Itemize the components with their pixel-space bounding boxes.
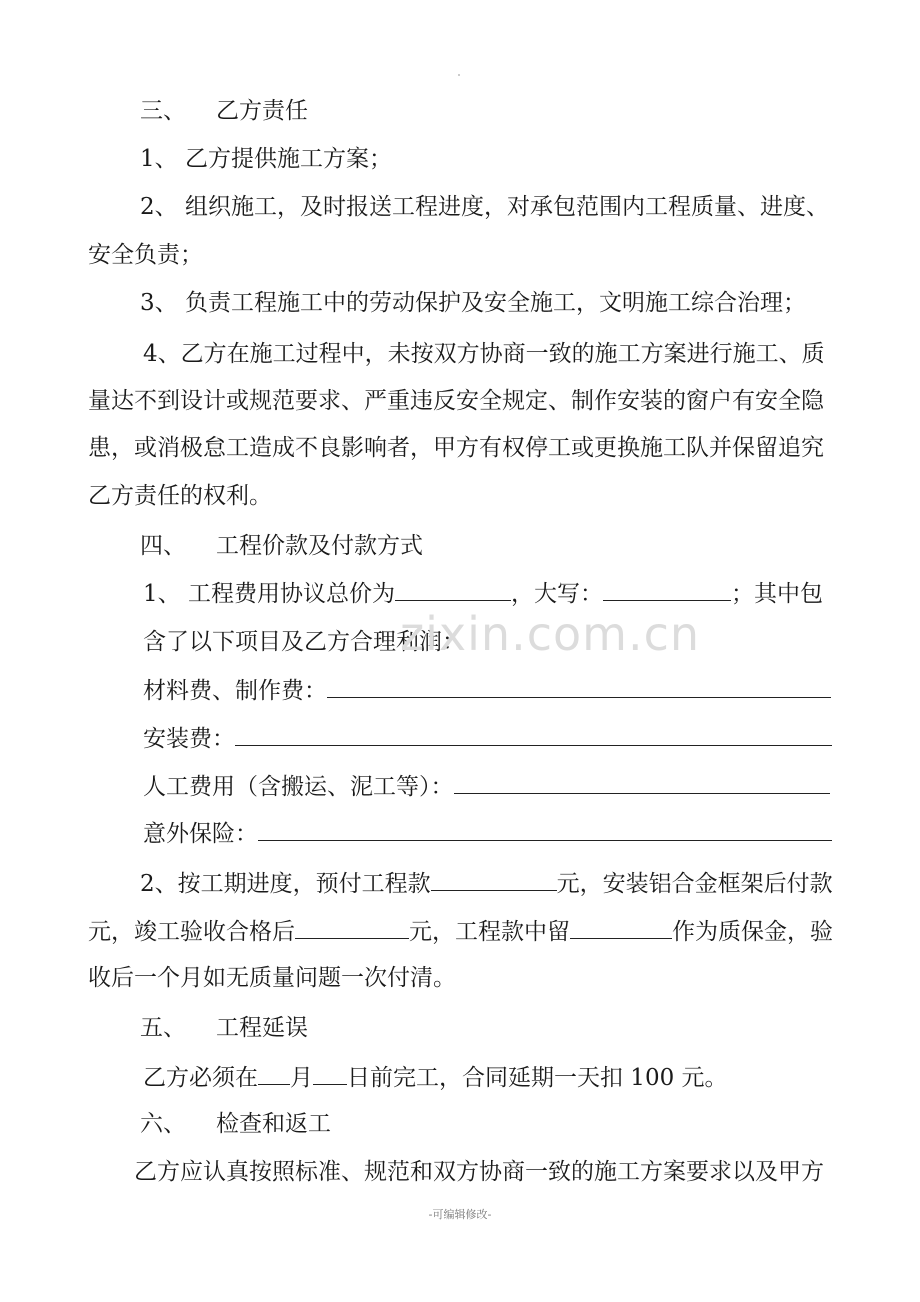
page-footer: -可编辑修改- (428, 1208, 492, 1221)
s3-item-4-line-4: 乙方责任的权利。 (88, 483, 272, 509)
page-dot (458, 74, 460, 76)
s3-item-2-line-2: 安全负责； (88, 242, 203, 268)
s4-para-1-line-2: 含了以下项目及乙方合理利润： (143, 629, 465, 655)
labor-fee-row (143, 771, 830, 802)
insurance-blank[interactable] (258, 818, 832, 841)
section-4-number: 四、 (140, 533, 186, 559)
section-5-title: 工程延误 (216, 1015, 308, 1041)
s4-para-1-line-1 (143, 578, 823, 609)
total-price-blank[interactable] (395, 578, 511, 601)
section-3-number: 三、 (140, 98, 186, 124)
s3-item-4-line-2: 量达不到设计或规范要求、严重违反安全规定、制作安装的窗户有安全隐 (88, 388, 824, 414)
labor-fee-label: 人工费用（含搬运、泥工等）： (143, 774, 454, 800)
s3-item-3: 3、 负责工程施工中的劳动保护及安全施工，文明施工综合治理； (140, 290, 806, 316)
s4-para-2-line-1 (140, 868, 833, 899)
s4-para-2-line-2 (88, 916, 833, 947)
s3-item-1: 1、 乙方提供施工方案； (140, 146, 392, 172)
completion-payment-blank[interactable] (295, 916, 409, 939)
deadline-row (143, 1062, 728, 1093)
s6-line-1: 乙方应认真按照标准、规范和双方协商一致的施工方案要求以及甲方 (134, 1159, 824, 1185)
prepay-label: 2、按工期进度，预付工程款 (140, 871, 431, 897)
section-5-number: 五、 (140, 1015, 186, 1041)
frame-payment-label: 元，安装铝合金框架后付款 (556, 871, 833, 897)
material-fee-blank[interactable] (327, 675, 831, 698)
capital-amount-blank[interactable] (603, 578, 731, 601)
section-5-heading (140, 1013, 308, 1043)
deadline-suffix: 日前完工，合同延期一天扣 100 元。 (347, 1065, 728, 1091)
day-blank[interactable] (313, 1062, 347, 1085)
month-label: 月 (290, 1065, 313, 1091)
material-fee-label: 材料费、制作费： (143, 678, 327, 704)
section-3-title: 乙方责任 (216, 98, 308, 124)
section-6-heading (140, 1109, 331, 1139)
insurance-row (143, 818, 832, 849)
deadline-prefix: 乙方必须在 (143, 1065, 258, 1091)
month-blank[interactable] (258, 1062, 290, 1085)
retention-blank[interactable] (570, 916, 672, 939)
warranty-label: 作为质保金，验 (672, 919, 833, 945)
s3-item-4-line-3: 患，或消极怠工造成不良影响者，甲方有权停工或更换施工队并保留追究 (88, 435, 824, 461)
watermark: zixin.com.cn (400, 607, 701, 661)
section-6-title: 检查和返工 (216, 1111, 331, 1137)
section-4-title: 工程价款及付款方式 (216, 533, 423, 559)
s3-item-2-line-1: 2、 组织施工，及时报送工程进度，对承包范围内工程质量、进度、 (140, 194, 829, 220)
install-fee-label: 安装费： (143, 726, 235, 752)
s3-item-4-line-1: 4、乙方在施工过程中，未按双方协商一致的施工方案进行施工、质 (143, 341, 825, 367)
insurance-label: 意外保险： (143, 821, 258, 847)
s4-para-2-line-3: 收后一个月如无质量问题一次付清。 (88, 965, 456, 991)
install-fee-blank[interactable] (235, 723, 832, 746)
labor-fee-blank[interactable] (454, 771, 830, 794)
section-6-number: 六、 (140, 1111, 186, 1137)
completion-payment-label: 元，竣工验收合格后 (88, 919, 295, 945)
retention-label: 元，工程款中留 (409, 919, 570, 945)
capital-amount-label: ，大写： (510, 581, 603, 607)
install-fee-row (143, 723, 832, 754)
section-4-heading (140, 531, 423, 561)
material-fee-row (143, 675, 831, 706)
section-3-heading (140, 96, 308, 126)
prepay-blank[interactable] (431, 868, 557, 891)
p1-tail: ；其中包 (730, 581, 823, 607)
total-price-label: 1、 工程费用协议总价为 (143, 581, 395, 607)
